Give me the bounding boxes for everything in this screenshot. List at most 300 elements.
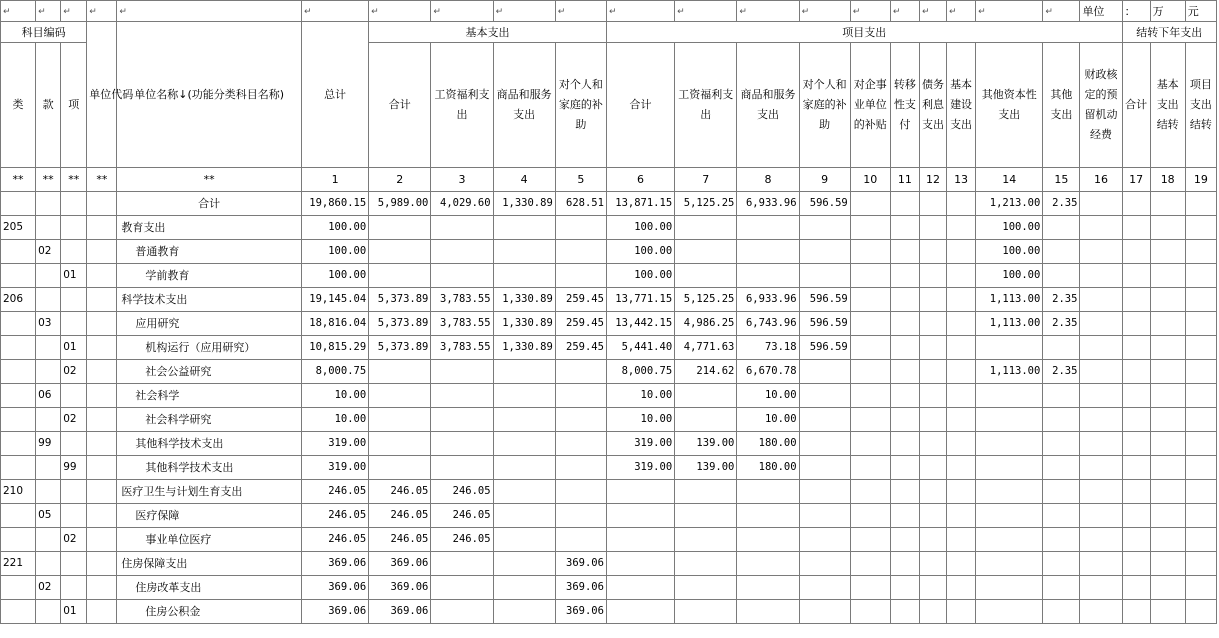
- p-capital-cell[interactable]: [976, 552, 1043, 576]
- c-sum-cell[interactable]: [1122, 408, 1150, 432]
- lei-code-cell[interactable]: [1, 600, 36, 624]
- kuan-code-cell[interactable]: [36, 288, 61, 312]
- b-goods-cell[interactable]: [493, 528, 555, 552]
- b-goods-cell[interactable]: 1,330.89: [493, 288, 555, 312]
- p-wage-cell[interactable]: [675, 528, 737, 552]
- p-sum-cell[interactable]: 100.00: [606, 216, 674, 240]
- kuan-code-cell[interactable]: [36, 528, 61, 552]
- p-debt-cell[interactable]: [919, 312, 946, 336]
- p-wage-cell[interactable]: 4,771.63: [675, 336, 737, 360]
- kuan-code-cell[interactable]: 02: [36, 240, 61, 264]
- p-goods-cell[interactable]: [737, 504, 799, 528]
- unit-code-cell[interactable]: [87, 360, 117, 384]
- c-sum-cell[interactable]: [1122, 216, 1150, 240]
- lei-code-cell[interactable]: [1, 528, 36, 552]
- b-sum-cell[interactable]: [369, 360, 431, 384]
- b-personal-cell[interactable]: [555, 360, 606, 384]
- unit-code-cell[interactable]: [87, 192, 117, 216]
- p-reserve-cell[interactable]: [1080, 216, 1122, 240]
- unit-name-cell[interactable]: 社会公益研究: [117, 360, 302, 384]
- p-other-cell[interactable]: [1043, 264, 1080, 288]
- p-goods-cell[interactable]: 6,743.96: [737, 312, 799, 336]
- kuan-code-cell[interactable]: [36, 216, 61, 240]
- p-debt-cell[interactable]: [919, 288, 946, 312]
- b-sum-cell[interactable]: [369, 432, 431, 456]
- total-cell[interactable]: 369.06: [301, 552, 368, 576]
- p-debt-cell[interactable]: [919, 384, 946, 408]
- b-personal-cell[interactable]: [555, 504, 606, 528]
- p-sum-cell[interactable]: [606, 528, 674, 552]
- kuan-code-cell[interactable]: 05: [36, 504, 61, 528]
- p-other-cell[interactable]: [1043, 240, 1080, 264]
- xiang-code-cell[interactable]: [61, 288, 87, 312]
- p-other-cell[interactable]: [1043, 432, 1080, 456]
- p-sum-cell[interactable]: 13,771.15: [606, 288, 674, 312]
- c-basic-cell[interactable]: [1150, 480, 1185, 504]
- b-goods-cell[interactable]: [493, 432, 555, 456]
- c-project-cell[interactable]: [1185, 432, 1216, 456]
- xiang-code-cell[interactable]: [61, 384, 87, 408]
- c-project-cell[interactable]: [1185, 384, 1216, 408]
- p-reserve-cell[interactable]: [1080, 432, 1122, 456]
- p-transfer-cell[interactable]: [890, 432, 919, 456]
- lei-code-cell[interactable]: [1, 504, 36, 528]
- b-sum-cell[interactable]: 5,989.00: [369, 192, 431, 216]
- c-sum-cell[interactable]: [1122, 192, 1150, 216]
- p-capital-cell[interactable]: [976, 504, 1043, 528]
- p-wage-cell[interactable]: 139.00: [675, 432, 737, 456]
- c-sum-cell[interactable]: [1122, 432, 1150, 456]
- b-wage-cell[interactable]: [431, 432, 493, 456]
- top-cell[interactable]: ↵: [493, 1, 555, 22]
- b-wage-cell[interactable]: 246.05: [431, 480, 493, 504]
- b-personal-cell[interactable]: 259.45: [555, 336, 606, 360]
- p-debt-cell[interactable]: [919, 264, 946, 288]
- unit-name-cell[interactable]: 其他科学技术支出: [117, 456, 302, 480]
- p-sum-cell[interactable]: 8,000.75: [606, 360, 674, 384]
- b-wage-cell[interactable]: [431, 360, 493, 384]
- lei-code-cell[interactable]: [1, 456, 36, 480]
- b-goods-cell[interactable]: [493, 384, 555, 408]
- p-other-cell[interactable]: [1043, 528, 1080, 552]
- p-reserve-cell[interactable]: [1080, 360, 1122, 384]
- b-personal-cell[interactable]: [555, 264, 606, 288]
- unit-name-cell[interactable]: 学前教育: [117, 264, 302, 288]
- xiang-code-cell[interactable]: [61, 192, 87, 216]
- c-basic-cell[interactable]: [1150, 384, 1185, 408]
- c-project-cell[interactable]: [1185, 504, 1216, 528]
- c-project-cell[interactable]: [1185, 288, 1216, 312]
- p-transfer-cell[interactable]: [890, 216, 919, 240]
- p-debt-cell[interactable]: [919, 192, 946, 216]
- p-reserve-cell[interactable]: [1080, 528, 1122, 552]
- xiang-code-cell[interactable]: [61, 480, 87, 504]
- b-wage-cell[interactable]: 3,783.55: [431, 336, 493, 360]
- unit-name-cell[interactable]: 医疗保障: [117, 504, 302, 528]
- top-cell[interactable]: ↵: [799, 1, 850, 22]
- b-sum-cell[interactable]: [369, 408, 431, 432]
- c-project-cell[interactable]: [1185, 312, 1216, 336]
- p-capital-cell[interactable]: [976, 480, 1043, 504]
- unit-name-cell[interactable]: 合计: [117, 192, 302, 216]
- b-wage-cell[interactable]: [431, 408, 493, 432]
- c-sum-cell[interactable]: [1122, 600, 1150, 624]
- top-cell[interactable]: ↵: [675, 1, 737, 22]
- p-wage-cell[interactable]: 5,125.25: [675, 288, 737, 312]
- p-transfer-cell[interactable]: [890, 264, 919, 288]
- b-personal-cell[interactable]: 369.06: [555, 576, 606, 600]
- top-cell[interactable]: ↵: [117, 1, 302, 22]
- top-cell[interactable]: ↵: [947, 1, 976, 22]
- top-cell[interactable]: ↵: [61, 1, 87, 22]
- p-enterprise-cell[interactable]: [850, 432, 890, 456]
- lei-code-cell[interactable]: [1, 192, 36, 216]
- p-debt-cell[interactable]: [919, 408, 946, 432]
- total-cell[interactable]: 10.00: [301, 408, 368, 432]
- p-construct-cell[interactable]: [947, 264, 976, 288]
- unit-code-cell[interactable]: [87, 432, 117, 456]
- b-wage-cell[interactable]: [431, 576, 493, 600]
- total-cell[interactable]: 19,145.04: [301, 288, 368, 312]
- p-other-cell[interactable]: [1043, 216, 1080, 240]
- p-enterprise-cell[interactable]: [850, 216, 890, 240]
- p-transfer-cell[interactable]: [890, 528, 919, 552]
- p-personal-cell[interactable]: [799, 360, 850, 384]
- p-enterprise-cell[interactable]: [850, 408, 890, 432]
- xiang-code-cell[interactable]: [61, 552, 87, 576]
- p-other-cell[interactable]: [1043, 408, 1080, 432]
- p-personal-cell[interactable]: [799, 456, 850, 480]
- p-wage-cell[interactable]: [675, 576, 737, 600]
- total-cell[interactable]: 246.05: [301, 528, 368, 552]
- unit-code-cell[interactable]: [87, 336, 117, 360]
- p-debt-cell[interactable]: [919, 360, 946, 384]
- p-enterprise-cell[interactable]: [850, 336, 890, 360]
- kuan-code-cell[interactable]: [36, 456, 61, 480]
- kuan-code-cell[interactable]: 99: [36, 432, 61, 456]
- p-goods-cell[interactable]: 180.00: [737, 432, 799, 456]
- p-sum-cell[interactable]: [606, 480, 674, 504]
- unit-code-cell[interactable]: [87, 264, 117, 288]
- p-transfer-cell[interactable]: [890, 288, 919, 312]
- xiang-code-cell[interactable]: 01: [61, 600, 87, 624]
- lei-code-cell[interactable]: [1, 264, 36, 288]
- total-cell[interactable]: 18,816.04: [301, 312, 368, 336]
- unit-code-cell[interactable]: [87, 600, 117, 624]
- top-cell[interactable]: ↵: [301, 1, 368, 22]
- p-construct-cell[interactable]: [947, 384, 976, 408]
- c-project-cell[interactable]: [1185, 264, 1216, 288]
- top-cell[interactable]: ↵: [555, 1, 606, 22]
- unit-code-cell[interactable]: [87, 408, 117, 432]
- p-reserve-cell[interactable]: [1080, 384, 1122, 408]
- p-construct-cell[interactable]: [947, 576, 976, 600]
- c-sum-cell[interactable]: [1122, 384, 1150, 408]
- b-wage-cell[interactable]: 3,783.55: [431, 288, 493, 312]
- lei-code-cell[interactable]: [1, 384, 36, 408]
- c-basic-cell[interactable]: [1150, 192, 1185, 216]
- p-personal-cell[interactable]: [799, 504, 850, 528]
- c-project-cell[interactable]: [1185, 456, 1216, 480]
- p-capital-cell[interactable]: [976, 408, 1043, 432]
- lei-code-cell[interactable]: [1, 432, 36, 456]
- p-goods-cell[interactable]: [737, 576, 799, 600]
- p-personal-cell[interactable]: [799, 216, 850, 240]
- p-personal-cell[interactable]: [799, 528, 850, 552]
- p-capital-cell[interactable]: 1,213.00: [976, 192, 1043, 216]
- total-cell[interactable]: 100.00: [301, 216, 368, 240]
- p-sum-cell[interactable]: 10.00: [606, 384, 674, 408]
- b-personal-cell[interactable]: [555, 432, 606, 456]
- unit-name-cell[interactable]: 普通教育: [117, 240, 302, 264]
- p-construct-cell[interactable]: [947, 360, 976, 384]
- unit-name-cell[interactable]: 机构运行（应用研究）: [117, 336, 302, 360]
- b-sum-cell[interactable]: [369, 240, 431, 264]
- unit-name-cell[interactable]: 事业单位医疗: [117, 528, 302, 552]
- p-construct-cell[interactable]: [947, 192, 976, 216]
- p-enterprise-cell[interactable]: [850, 528, 890, 552]
- p-other-cell[interactable]: [1043, 456, 1080, 480]
- p-enterprise-cell[interactable]: [850, 312, 890, 336]
- unit-name-cell[interactable]: 住房保障支出: [117, 552, 302, 576]
- c-basic-cell[interactable]: [1150, 504, 1185, 528]
- p-personal-cell[interactable]: 596.59: [799, 192, 850, 216]
- p-construct-cell[interactable]: [947, 432, 976, 456]
- p-wage-cell[interactable]: 5,125.25: [675, 192, 737, 216]
- p-goods-cell[interactable]: [737, 216, 799, 240]
- p-transfer-cell[interactable]: [890, 408, 919, 432]
- b-personal-cell[interactable]: [555, 480, 606, 504]
- p-enterprise-cell[interactable]: [850, 504, 890, 528]
- kuan-code-cell[interactable]: 02: [36, 576, 61, 600]
- p-construct-cell[interactable]: [947, 336, 976, 360]
- b-personal-cell[interactable]: [555, 384, 606, 408]
- c-sum-cell[interactable]: [1122, 360, 1150, 384]
- b-goods-cell[interactable]: 1,330.89: [493, 312, 555, 336]
- p-construct-cell[interactable]: [947, 288, 976, 312]
- unit-code-cell[interactable]: [87, 480, 117, 504]
- b-wage-cell[interactable]: [431, 600, 493, 624]
- p-other-cell[interactable]: [1043, 480, 1080, 504]
- total-cell[interactable]: 369.06: [301, 576, 368, 600]
- p-personal-cell[interactable]: [799, 552, 850, 576]
- lei-code-cell[interactable]: [1, 240, 36, 264]
- p-enterprise-cell[interactable]: [850, 360, 890, 384]
- p-transfer-cell[interactable]: [890, 600, 919, 624]
- unit-name-cell[interactable]: 住房公积金: [117, 600, 302, 624]
- b-sum-cell[interactable]: [369, 384, 431, 408]
- p-wage-cell[interactable]: [675, 384, 737, 408]
- b-personal-cell[interactable]: 369.06: [555, 552, 606, 576]
- p-debt-cell[interactable]: [919, 504, 946, 528]
- b-sum-cell[interactable]: [369, 264, 431, 288]
- b-wage-cell[interactable]: [431, 384, 493, 408]
- b-personal-cell[interactable]: [555, 216, 606, 240]
- kuan-code-cell[interactable]: 06: [36, 384, 61, 408]
- p-reserve-cell[interactable]: [1080, 240, 1122, 264]
- p-construct-cell[interactable]: [947, 216, 976, 240]
- p-capital-cell[interactable]: [976, 336, 1043, 360]
- unit-code-cell[interactable]: [87, 456, 117, 480]
- p-enterprise-cell[interactable]: [850, 576, 890, 600]
- p-goods-cell[interactable]: 73.18: [737, 336, 799, 360]
- p-enterprise-cell[interactable]: [850, 480, 890, 504]
- p-transfer-cell[interactable]: [890, 192, 919, 216]
- c-basic-cell[interactable]: [1150, 336, 1185, 360]
- p-reserve-cell[interactable]: [1080, 552, 1122, 576]
- unit-name-cell[interactable]: 社会科学: [117, 384, 302, 408]
- p-goods-cell[interactable]: 6,933.96: [737, 288, 799, 312]
- lei-code-cell[interactable]: [1, 408, 36, 432]
- xiang-code-cell[interactable]: 02: [61, 408, 87, 432]
- b-personal-cell[interactable]: 259.45: [555, 312, 606, 336]
- c-basic-cell[interactable]: [1150, 552, 1185, 576]
- b-personal-cell[interactable]: 259.45: [555, 288, 606, 312]
- p-debt-cell[interactable]: [919, 456, 946, 480]
- b-personal-cell[interactable]: 369.06: [555, 600, 606, 624]
- c-sum-cell[interactable]: [1122, 504, 1150, 528]
- lei-code-cell[interactable]: 210: [1, 480, 36, 504]
- b-personal-cell[interactable]: 628.51: [555, 192, 606, 216]
- p-capital-cell[interactable]: 100.00: [976, 240, 1043, 264]
- xiang-code-cell[interactable]: 02: [61, 528, 87, 552]
- b-sum-cell[interactable]: 246.05: [369, 480, 431, 504]
- b-sum-cell[interactable]: 369.06: [369, 600, 431, 624]
- c-basic-cell[interactable]: [1150, 216, 1185, 240]
- c-basic-cell[interactable]: [1150, 264, 1185, 288]
- p-enterprise-cell[interactable]: [850, 456, 890, 480]
- kuan-code-cell[interactable]: [36, 360, 61, 384]
- kuan-code-cell[interactable]: [36, 408, 61, 432]
- c-project-cell[interactable]: [1185, 600, 1216, 624]
- total-cell[interactable]: 100.00: [301, 240, 368, 264]
- unit-code-cell[interactable]: [87, 504, 117, 528]
- top-cell[interactable]: ↵: [890, 1, 919, 22]
- b-goods-cell[interactable]: [493, 576, 555, 600]
- b-personal-cell[interactable]: [555, 456, 606, 480]
- b-goods-cell[interactable]: [493, 456, 555, 480]
- c-basic-cell[interactable]: [1150, 360, 1185, 384]
- p-debt-cell[interactable]: [919, 480, 946, 504]
- p-goods-cell[interactable]: [737, 552, 799, 576]
- c-project-cell[interactable]: [1185, 360, 1216, 384]
- xiang-code-cell[interactable]: [61, 312, 87, 336]
- p-reserve-cell[interactable]: [1080, 504, 1122, 528]
- p-wage-cell[interactable]: [675, 552, 737, 576]
- b-goods-cell[interactable]: [493, 360, 555, 384]
- kuan-code-cell[interactable]: [36, 336, 61, 360]
- b-personal-cell[interactable]: [555, 240, 606, 264]
- b-goods-cell[interactable]: [493, 480, 555, 504]
- c-project-cell[interactable]: [1185, 336, 1216, 360]
- p-reserve-cell[interactable]: [1080, 576, 1122, 600]
- total-cell[interactable]: 10.00: [301, 384, 368, 408]
- lei-code-cell[interactable]: 221: [1, 552, 36, 576]
- c-basic-cell[interactable]: [1150, 312, 1185, 336]
- p-transfer-cell[interactable]: [890, 576, 919, 600]
- xiang-code-cell[interactable]: 01: [61, 264, 87, 288]
- p-sum-cell[interactable]: [606, 600, 674, 624]
- p-debt-cell[interactable]: [919, 552, 946, 576]
- p-enterprise-cell[interactable]: [850, 192, 890, 216]
- b-sum-cell[interactable]: 246.05: [369, 504, 431, 528]
- lei-code-cell[interactable]: [1, 576, 36, 600]
- p-personal-cell[interactable]: [799, 576, 850, 600]
- p-reserve-cell[interactable]: [1080, 288, 1122, 312]
- b-sum-cell[interactable]: 5,373.89: [369, 336, 431, 360]
- p-capital-cell[interactable]: 1,113.00: [976, 312, 1043, 336]
- lei-code-cell[interactable]: 205: [1, 216, 36, 240]
- c-sum-cell[interactable]: [1122, 336, 1150, 360]
- p-goods-cell[interactable]: 10.00: [737, 384, 799, 408]
- b-wage-cell[interactable]: 4,029.60: [431, 192, 493, 216]
- p-capital-cell[interactable]: [976, 576, 1043, 600]
- b-goods-cell[interactable]: [493, 264, 555, 288]
- p-debt-cell[interactable]: [919, 216, 946, 240]
- xiang-code-cell[interactable]: [61, 576, 87, 600]
- unit-name-cell[interactable]: 住房改革支出: [117, 576, 302, 600]
- xiang-code-cell[interactable]: [61, 432, 87, 456]
- lei-code-cell[interactable]: [1, 312, 36, 336]
- p-goods-cell[interactable]: [737, 528, 799, 552]
- c-sum-cell[interactable]: [1122, 264, 1150, 288]
- p-sum-cell[interactable]: [606, 504, 674, 528]
- p-capital-cell[interactable]: [976, 456, 1043, 480]
- p-goods-cell[interactable]: 180.00: [737, 456, 799, 480]
- top-cell[interactable]: ↵: [850, 1, 890, 22]
- unit-code-cell[interactable]: [87, 216, 117, 240]
- c-sum-cell[interactable]: [1122, 240, 1150, 264]
- top-cell[interactable]: ↵: [1, 1, 36, 22]
- p-enterprise-cell[interactable]: [850, 240, 890, 264]
- p-sum-cell[interactable]: [606, 576, 674, 600]
- c-project-cell[interactable]: [1185, 216, 1216, 240]
- p-reserve-cell[interactable]: [1080, 192, 1122, 216]
- b-sum-cell[interactable]: 5,373.89: [369, 288, 431, 312]
- lei-code-cell[interactable]: [1, 336, 36, 360]
- b-personal-cell[interactable]: [555, 528, 606, 552]
- top-cell[interactable]: ↵: [36, 1, 61, 22]
- c-sum-cell[interactable]: [1122, 456, 1150, 480]
- p-wage-cell[interactable]: [675, 216, 737, 240]
- c-basic-cell[interactable]: [1150, 432, 1185, 456]
- xiang-code-cell[interactable]: [61, 216, 87, 240]
- b-sum-cell[interactable]: [369, 216, 431, 240]
- p-personal-cell[interactable]: [799, 384, 850, 408]
- p-transfer-cell[interactable]: [890, 384, 919, 408]
- p-other-cell[interactable]: [1043, 576, 1080, 600]
- lei-code-cell[interactable]: [1, 360, 36, 384]
- p-other-cell[interactable]: [1043, 336, 1080, 360]
- b-goods-cell[interactable]: [493, 504, 555, 528]
- unit-code-cell[interactable]: [87, 312, 117, 336]
- total-cell[interactable]: 246.05: [301, 480, 368, 504]
- xiang-code-cell[interactable]: [61, 240, 87, 264]
- p-sum-cell[interactable]: 100.00: [606, 264, 674, 288]
- top-cell[interactable]: ↵: [369, 1, 431, 22]
- p-construct-cell[interactable]: [947, 408, 976, 432]
- total-cell[interactable]: 8,000.75: [301, 360, 368, 384]
- p-reserve-cell[interactable]: [1080, 408, 1122, 432]
- b-goods-cell[interactable]: [493, 552, 555, 576]
- b-wage-cell[interactable]: [431, 264, 493, 288]
- p-sum-cell[interactable]: 13,871.15: [606, 192, 674, 216]
- p-reserve-cell[interactable]: [1080, 264, 1122, 288]
- p-construct-cell[interactable]: [947, 240, 976, 264]
- p-reserve-cell[interactable]: [1080, 480, 1122, 504]
- p-construct-cell[interactable]: [947, 528, 976, 552]
- p-sum-cell[interactable]: 100.00: [606, 240, 674, 264]
